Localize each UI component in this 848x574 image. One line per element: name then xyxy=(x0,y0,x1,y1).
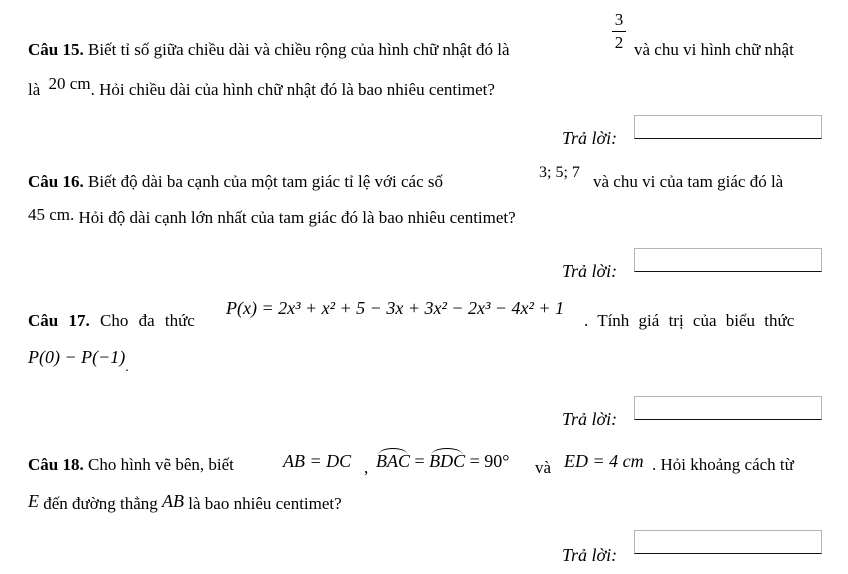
conjunction-va: và xyxy=(535,458,552,477)
angle-value: = 90° xyxy=(469,451,510,471)
question-16-text-2: và chu vi của tam giác đó là xyxy=(593,172,784,191)
question-16-text-3: Hỏi độ dài cạnh lớn nhất của tam giác đó là bao nhiêu centimet? xyxy=(78,208,516,227)
question-17-line-1 xyxy=(28,311,195,331)
polynomial-expression xyxy=(226,298,564,319)
ratio-numbers: 3; 5; 7 xyxy=(539,164,580,181)
fraction-denominator: 2 xyxy=(614,33,624,52)
ratio-fraction xyxy=(612,10,626,53)
fraction-numerator: 3 xyxy=(614,10,624,29)
question-16-line-1 xyxy=(28,172,443,192)
perimeter-value-16: 45 cm. xyxy=(28,205,75,224)
comma-separator: , xyxy=(364,458,369,477)
fraction-bar xyxy=(612,31,626,32)
answer-label-17: Trả lời: xyxy=(562,409,618,429)
answer-label-15: Trả lời: xyxy=(562,128,618,148)
question-18-text-3: đến đường thẳng xyxy=(43,494,158,513)
equality-ed: ED = 4 cm xyxy=(564,451,644,471)
question-16-line-2 xyxy=(28,205,516,228)
question-15-text-3: là xyxy=(28,80,41,99)
question-18-text-2: . Hỏi khoảng cách từ xyxy=(652,455,794,474)
question-16-number: Câu 16. xyxy=(28,172,84,191)
evaluation-expression xyxy=(28,347,129,375)
question-18-text-4: là bao nhiêu centimet? xyxy=(188,494,342,513)
question-18-text-1: Cho hình vẽ bên, biết xyxy=(87,455,234,474)
question-18-line-2 xyxy=(28,493,342,514)
question-17-text-2: . Tính giá trị của biểu thức xyxy=(584,311,795,330)
equality-ab-dc: AB = DC xyxy=(283,451,352,471)
question-15-text-2: và chu vi hình chữ nhật xyxy=(634,40,794,59)
angle-bdc: BDC xyxy=(429,451,466,471)
question-15-text-4: . Hỏi chiều dài của hình chữ nhật đó là bao nhiêu centimet? xyxy=(90,80,495,99)
answer-input-17[interactable] xyxy=(634,396,822,420)
question-17-number: Câu 17. xyxy=(28,311,90,330)
question-18-number: Câu 18. xyxy=(28,455,84,474)
answer-input-16[interactable] xyxy=(634,248,822,272)
question-15-text-1: Biết tỉ số giữa chiều dài và chiều rộng của hình chữ nhật đó là xyxy=(87,40,510,59)
line-ab: AB xyxy=(162,491,185,511)
question-17-text-1: Cho đa thức xyxy=(99,311,195,330)
answer-label-18: Trả lời: xyxy=(562,545,618,565)
question-15-number: Câu 15. xyxy=(28,40,84,59)
answer-input-18[interactable] xyxy=(634,530,822,554)
answer-input-15[interactable] xyxy=(634,115,822,139)
expression-period: . xyxy=(125,360,129,375)
angle-bac: BAC xyxy=(376,451,410,471)
polynomial-text: P(x) = 2x³ + x² + 5 − 3x + 3x² − 2x³ − 4x² + 1 xyxy=(226,298,565,318)
expression-text: P(0) − P(−1) xyxy=(28,347,126,367)
point-e: E xyxy=(28,491,39,511)
answer-label-16: Trả lời: xyxy=(562,261,618,281)
perimeter-value: 20 cm xyxy=(48,74,91,93)
question-15-line-2 xyxy=(28,74,495,100)
angle-equation: BAC = BDC = 90° xyxy=(376,451,510,471)
question-16-text-1: Biết độ dài ba cạnh của một tam giác tỉ lệ với các số xyxy=(87,172,443,191)
question-18-line-1 xyxy=(28,455,234,475)
question-15-line-1 xyxy=(28,40,510,60)
